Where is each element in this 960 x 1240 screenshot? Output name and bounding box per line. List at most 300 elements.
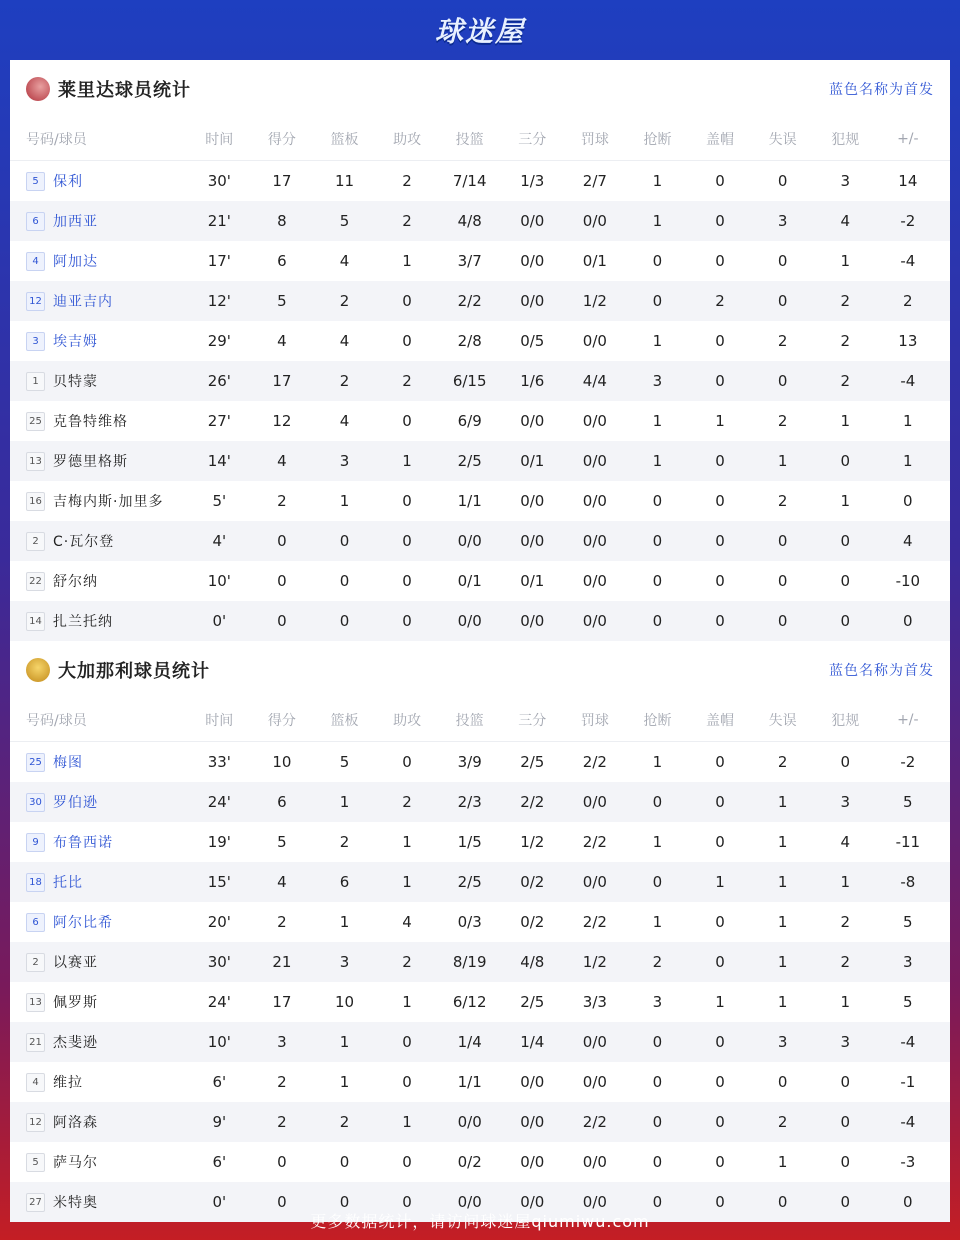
stat-cell: 2/2 [582, 833, 607, 851]
player-name[interactable]: 维拉 [53, 1075, 83, 1091]
stat-cell: 0 [715, 953, 725, 971]
stat-cell: 5 [277, 833, 287, 851]
footer-banner[interactable]: 更多数据统计，请访问球迷屋qiumiwu.com [310, 1211, 650, 1231]
stat-cell: 2/2 [520, 793, 545, 811]
stat-cell: 1 [777, 793, 788, 811]
stat-cell: 14 [898, 172, 918, 190]
jersey-number: 6 [26, 212, 45, 231]
stat-cell: 1 [402, 252, 412, 270]
stat-cell: 2/8 [457, 332, 482, 350]
stat-cell: 0 [777, 292, 788, 310]
player-name[interactable]: 萨马尔 [53, 1155, 98, 1171]
stat-cell: 0 [715, 492, 725, 510]
player-row[interactable] [10, 982, 950, 1022]
stat-cell: 0/0 [582, 532, 607, 550]
player-name[interactable]: 加西亚 [53, 214, 98, 230]
stat-cell: 10' [207, 1033, 231, 1051]
stat-cell: 0 [715, 572, 725, 590]
stat-cell: 2 [402, 212, 412, 230]
player-name[interactable]: 埃吉姆 [53, 334, 98, 350]
stat-cell: 1 [840, 492, 850, 510]
stat-cell: -11 [895, 833, 921, 851]
stat-cell: 1 [840, 252, 850, 270]
stat-cell: 1 [777, 913, 788, 931]
stat-cell: 6/12 [452, 993, 487, 1011]
stat-cell: 0 [840, 1113, 850, 1131]
stat-cell: 0/0 [457, 532, 482, 550]
stat-cell: 2/2 [582, 1113, 607, 1131]
stat-cell: 17' [207, 252, 231, 270]
stat-cell: 2 [402, 172, 412, 190]
stat-cell: 2 [652, 953, 663, 971]
stat-cell: 0/0 [457, 612, 482, 630]
stat-cell: 3/9 [457, 753, 482, 771]
player-name[interactable]: 托比 [53, 875, 83, 891]
stat-cell: 0/2 [520, 873, 545, 891]
stat-cell: -3 [900, 1153, 916, 1171]
stat-cell: 10' [207, 572, 231, 590]
jersey-number: 2 [26, 532, 45, 551]
stat-cell: 11 [334, 172, 355, 190]
stat-cell: 0 [339, 612, 350, 630]
player-name[interactable]: 布鲁西诺 [53, 835, 113, 851]
stat-cell: 0 [402, 492, 412, 510]
stat-cell: 4 [903, 532, 913, 550]
stat-cell: 0 [715, 172, 725, 190]
stat-cell: 0 [903, 492, 913, 510]
player-row[interactable] [10, 862, 950, 902]
stat-cell: 0 [402, 612, 412, 630]
stat-cell: 1 [777, 452, 788, 470]
player-name[interactable]: 阿洛森 [53, 1115, 98, 1131]
stat-cell: 7/14 [452, 172, 487, 190]
player-name[interactable]: 杰斐逊 [53, 1035, 98, 1051]
stat-cell: 1 [652, 913, 663, 931]
jersey-number: 13 [26, 993, 45, 1012]
stat-cell: 0 [777, 532, 788, 550]
stat-cell: 0 [652, 252, 663, 270]
player-name[interactable]: 罗伯逊 [53, 795, 98, 811]
column-header: 篮板 [330, 132, 359, 148]
stat-cell: 0/0 [520, 292, 545, 310]
stat-cell: 0 [840, 532, 850, 550]
column-header-row [10, 699, 950, 742]
stat-cell: 2 [840, 332, 850, 350]
player-name[interactable]: 迪亚吉内 [53, 294, 113, 310]
stat-cell: 0/0 [582, 572, 607, 590]
player-name[interactable]: 米特奥 [53, 1195, 98, 1211]
stat-cell: 0 [339, 532, 350, 550]
player-name[interactable]: 梅图 [53, 755, 83, 771]
stat-cell: 0 [840, 753, 850, 771]
player-cell [10, 1112, 188, 1132]
player-row[interactable] [10, 201, 950, 241]
stat-cell: 0/0 [582, 1033, 607, 1051]
stat-cell: 0 [277, 572, 287, 590]
stat-cell: 0/0 [582, 452, 607, 470]
stat-cell: 0/0 [582, 612, 607, 630]
stat-cell: 10 [334, 993, 355, 1011]
column-header: 罚球 [580, 713, 609, 729]
stat-cell: 0 [715, 1073, 725, 1091]
stat-cell: 0 [840, 1153, 850, 1171]
stat-cell: 1 [402, 1113, 412, 1131]
stat-cell: 29' [207, 332, 231, 350]
team-logo-icon [26, 658, 50, 682]
player-name[interactable]: 贝特蒙 [53, 374, 98, 390]
player-row[interactable] [10, 942, 950, 982]
stat-cell: 6 [339, 873, 350, 891]
stat-cell: 0/0 [520, 532, 545, 550]
stat-cell: 6/9 [457, 412, 482, 430]
stat-cell: 2 [840, 372, 850, 390]
stat-cell: 0 [903, 612, 913, 630]
stat-cell: 0 [277, 1193, 287, 1211]
jersey-number: 5 [26, 172, 45, 191]
player-row[interactable] [10, 401, 950, 441]
starter-note: 蓝色名称为首发 [829, 82, 934, 98]
stat-cell: 0/0 [457, 1113, 482, 1131]
player-row[interactable] [10, 481, 950, 521]
column-header: 三分 [518, 132, 547, 148]
stat-cell: 2 [339, 1113, 350, 1131]
stat-cell: 0 [277, 612, 287, 630]
stat-cell: 0/3 [457, 913, 482, 931]
player-row[interactable] [10, 321, 950, 361]
column-header: 抢断 [643, 713, 672, 729]
player-row[interactable] [10, 1022, 950, 1062]
player-cell [10, 832, 188, 852]
stat-cell: 0 [339, 572, 350, 590]
stat-cell: 0 [652, 292, 663, 310]
stat-cell: 24' [207, 793, 231, 811]
stat-cell: 0 [277, 532, 287, 550]
player-row[interactable] [10, 241, 950, 281]
stat-cell: 2/2 [582, 753, 607, 771]
stat-cell: 0 [715, 753, 725, 771]
team-title: 莱里达球员统计 [58, 80, 191, 101]
stat-cell: 1 [777, 993, 788, 1011]
player-cell [10, 912, 188, 932]
player-name[interactable]: 扎兰托纳 [53, 614, 113, 630]
stat-cell: 0 [715, 1033, 725, 1051]
stat-cell: 0 [402, 292, 412, 310]
stat-cell: 1 [777, 953, 788, 971]
stat-cell: 0/0 [520, 212, 545, 230]
stat-cell: 9' [212, 1113, 227, 1131]
player-name[interactable]: 保利 [53, 174, 83, 190]
stat-cell: 4/8 [520, 953, 545, 971]
stat-cell: 3 [339, 452, 350, 470]
jersey-number: 3 [26, 332, 45, 351]
jersey-number: 4 [26, 1073, 45, 1092]
column-header: +/- [897, 131, 919, 147]
starter-note: 蓝色名称为首发 [829, 663, 934, 679]
jersey-number: 22 [26, 572, 45, 591]
player-row[interactable] [10, 822, 950, 862]
stat-cell: 8 [277, 212, 287, 230]
stat-cell: 12' [207, 292, 231, 310]
jersey-number: 12 [26, 1113, 45, 1132]
stat-cell: 4 [840, 212, 850, 230]
stat-cell: 1/2 [582, 292, 607, 310]
stat-cell: 6 [277, 793, 287, 811]
stat-cell: 0 [402, 1193, 412, 1211]
stat-cell: 2/5 [457, 452, 482, 470]
player-name[interactable]: 佩罗斯 [53, 995, 98, 1011]
stat-cell: 0 [777, 572, 788, 590]
stat-cell: 1/4 [457, 1033, 482, 1051]
stat-cell: 0 [840, 1073, 850, 1091]
stat-cell: 0/0 [582, 1153, 607, 1171]
player-row[interactable] [10, 521, 950, 561]
stat-cell: 4 [402, 913, 412, 931]
column-header: 号码/球员 [26, 713, 87, 729]
stat-cell: 17 [272, 172, 292, 190]
stat-cell: 0/0 [520, 252, 545, 270]
player-name[interactable]: C·瓦尔登 [53, 534, 115, 550]
stat-cell: 2/2 [457, 292, 482, 310]
column-header: 篮板 [330, 713, 359, 729]
column-header: 投篮 [455, 713, 484, 729]
column-header: 失误 [768, 713, 797, 729]
column-header: 投篮 [455, 132, 484, 148]
stat-cell: 0 [652, 492, 663, 510]
player-row[interactable] [10, 1142, 950, 1182]
stat-cell: 0 [777, 172, 788, 190]
stat-cell: 0 [402, 1153, 412, 1171]
stat-cell: -10 [895, 572, 921, 590]
stat-cell: 2/3 [457, 793, 482, 811]
player-row[interactable] [10, 1062, 950, 1102]
stat-cell: 27' [207, 412, 231, 430]
stat-cell: 5 [339, 753, 350, 771]
stat-cell: 1 [652, 172, 663, 190]
stat-cell: 2/5 [520, 993, 545, 1011]
jersey-number: 27 [26, 1193, 45, 1212]
column-header: 罚球 [580, 132, 609, 148]
jersey-number: 13 [26, 452, 45, 471]
jersey-number: 25 [26, 412, 45, 431]
stat-cell: 1 [840, 412, 850, 430]
player-cell [10, 451, 188, 471]
stat-cell: 0 [715, 452, 725, 470]
team-logo-icon [26, 77, 50, 101]
stat-cell: 2/5 [520, 753, 545, 771]
jersey-number: 16 [26, 492, 45, 511]
column-header: 得分 [267, 132, 296, 148]
stat-cell: 0/0 [582, 1193, 607, 1211]
column-header: 犯规 [831, 132, 860, 148]
stat-cell: 4 [339, 332, 350, 350]
player-cell [10, 491, 188, 511]
stat-cell: 5 [903, 913, 913, 931]
stat-cell: -4 [900, 252, 916, 270]
jersey-number: 1 [26, 372, 45, 391]
stat-cell: 0 [715, 332, 725, 350]
stat-cell: 3/3 [582, 993, 607, 1011]
stat-cell: 2 [903, 292, 913, 310]
player-name[interactable]: 阿尔比希 [53, 915, 113, 931]
player-row[interactable] [10, 601, 950, 641]
player-name[interactable]: 以赛亚 [53, 955, 98, 971]
column-header: 助攻 [393, 713, 422, 729]
player-cell [10, 571, 188, 591]
stat-cell: 1 [652, 212, 663, 230]
stat-cell: 0 [339, 1193, 350, 1211]
stat-cell: 5 [903, 993, 913, 1011]
player-name[interactable]: 罗德里格斯 [53, 454, 128, 470]
player-row[interactable] [10, 561, 950, 601]
stat-cell: 0 [715, 1153, 725, 1171]
player-cell [10, 1072, 188, 1092]
player-name[interactable]: 吉梅内斯·加里多 [53, 494, 164, 510]
stat-cell: 21 [272, 953, 292, 971]
stat-cell: 1 [903, 412, 913, 430]
player-row[interactable] [10, 1102, 950, 1142]
stat-cell: 2 [339, 833, 350, 851]
column-header: +/- [897, 712, 919, 728]
stat-cell: 0 [715, 793, 725, 811]
player-row[interactable] [10, 361, 950, 401]
stat-cell: 3 [840, 1033, 850, 1051]
stat-cell: 6' [212, 1073, 227, 1091]
stat-cell: 1 [339, 913, 350, 931]
column-header-row [10, 118, 950, 161]
player-row[interactable] [10, 742, 950, 782]
stat-cell: 1 [339, 492, 350, 510]
team-section-1 [10, 641, 950, 1222]
stat-cell: 2 [715, 292, 725, 310]
column-header: 时间 [205, 713, 234, 729]
stat-cell: 1/1 [457, 492, 482, 510]
stat-cell: 2 [777, 1113, 788, 1131]
stat-cell: 3 [652, 372, 663, 390]
team-section-0 [10, 60, 950, 641]
stat-cell: 1 [339, 793, 350, 811]
stat-cell: 17 [272, 372, 292, 390]
player-cell [10, 872, 188, 892]
stat-cell: 2 [339, 372, 350, 390]
player-row[interactable] [10, 902, 950, 942]
stat-cell: 0/5 [520, 332, 545, 350]
jersey-number: 5 [26, 1153, 45, 1172]
stat-cell: 0 [277, 1153, 287, 1171]
stat-cell: 19' [207, 833, 231, 851]
stat-cell: 1/2 [520, 833, 545, 851]
stat-cell: 2/7 [582, 172, 607, 190]
jersey-number: 18 [26, 873, 45, 892]
stats-card [10, 60, 950, 1211]
player-cell [10, 251, 188, 271]
stat-cell: 0/0 [520, 612, 545, 630]
stat-cell: 3 [777, 212, 788, 230]
stat-cell: 0 [715, 372, 725, 390]
stat-cell: 0/0 [582, 412, 607, 430]
stat-cell: 0 [402, 753, 412, 771]
column-header: 三分 [518, 713, 547, 729]
stat-cell: -4 [900, 372, 916, 390]
player-row[interactable] [10, 281, 950, 321]
player-name[interactable]: 克鲁特维格 [53, 414, 128, 430]
stat-cell: 1 [652, 452, 663, 470]
column-header: 时间 [205, 132, 234, 148]
player-cell [10, 211, 188, 231]
stat-cell: 1 [652, 332, 663, 350]
stat-cell: 2 [402, 953, 412, 971]
column-header: 失误 [768, 132, 797, 148]
stat-cell: 3 [277, 1033, 287, 1051]
stat-cell: 0 [903, 1193, 913, 1211]
stat-cell: 4/4 [582, 372, 607, 390]
stat-cell: 0 [840, 612, 850, 630]
player-name[interactable]: 阿加达 [53, 254, 98, 270]
column-header: 得分 [267, 713, 296, 729]
stat-cell: 17 [272, 993, 292, 1011]
stat-cell: 4 [277, 873, 287, 891]
stat-cell: 0/0 [582, 332, 607, 350]
stat-cell: 0 [652, 1113, 663, 1131]
stat-cell: 2 [840, 953, 850, 971]
stat-cell: 0/1 [520, 572, 545, 590]
stat-cell: 0/1 [457, 572, 482, 590]
stat-cell: 1/3 [520, 172, 545, 190]
player-cell [10, 792, 188, 812]
stat-cell: 0 [777, 252, 788, 270]
stat-cell: 24' [207, 993, 231, 1011]
stat-cell: 0/0 [582, 873, 607, 891]
stat-cell: 2 [777, 753, 788, 771]
stat-cell: 30' [207, 172, 231, 190]
stat-cell: 0 [777, 1073, 788, 1091]
player-cell [10, 1032, 188, 1052]
stat-cell: 1 [402, 873, 412, 891]
stat-cell: 0 [715, 913, 725, 931]
stat-cell: 2 [777, 492, 788, 510]
column-header: 犯规 [831, 713, 860, 729]
stat-cell: 2 [402, 372, 412, 390]
stat-cell: 5 [903, 793, 913, 811]
app-header [0, 0, 960, 60]
stat-cell: 0 [402, 1033, 412, 1051]
stat-cell: 0 [715, 612, 725, 630]
stat-cell: 0 [652, 793, 663, 811]
stat-cell: 2 [277, 1113, 287, 1131]
stat-cell: 3 [840, 172, 850, 190]
player-row[interactable] [10, 441, 950, 481]
player-cell [10, 331, 188, 351]
stat-cell: 4/8 [457, 212, 482, 230]
stat-cell: 5 [339, 212, 350, 230]
stat-cell: 2 [277, 492, 287, 510]
player-name[interactable]: 舒尔纳 [53, 574, 98, 590]
stat-cell: 15' [207, 873, 231, 891]
stat-cell: 0 [715, 1113, 725, 1131]
stat-cell: 0 [777, 1193, 788, 1211]
player-row[interactable] [10, 782, 950, 822]
stat-cell: -2 [900, 753, 916, 771]
player-cell [10, 531, 188, 551]
stat-cell: 2 [777, 412, 788, 430]
stat-cell: 1/2 [582, 953, 607, 971]
stat-cell: 0 [652, 1153, 663, 1171]
stat-cell: 2/2 [582, 913, 607, 931]
stat-cell: 6' [212, 1153, 227, 1171]
stat-cell: 0 [402, 1073, 412, 1091]
player-row[interactable] [10, 161, 950, 201]
stat-cell: 0/0 [582, 1073, 607, 1091]
stat-cell: 1/1 [457, 1073, 482, 1091]
